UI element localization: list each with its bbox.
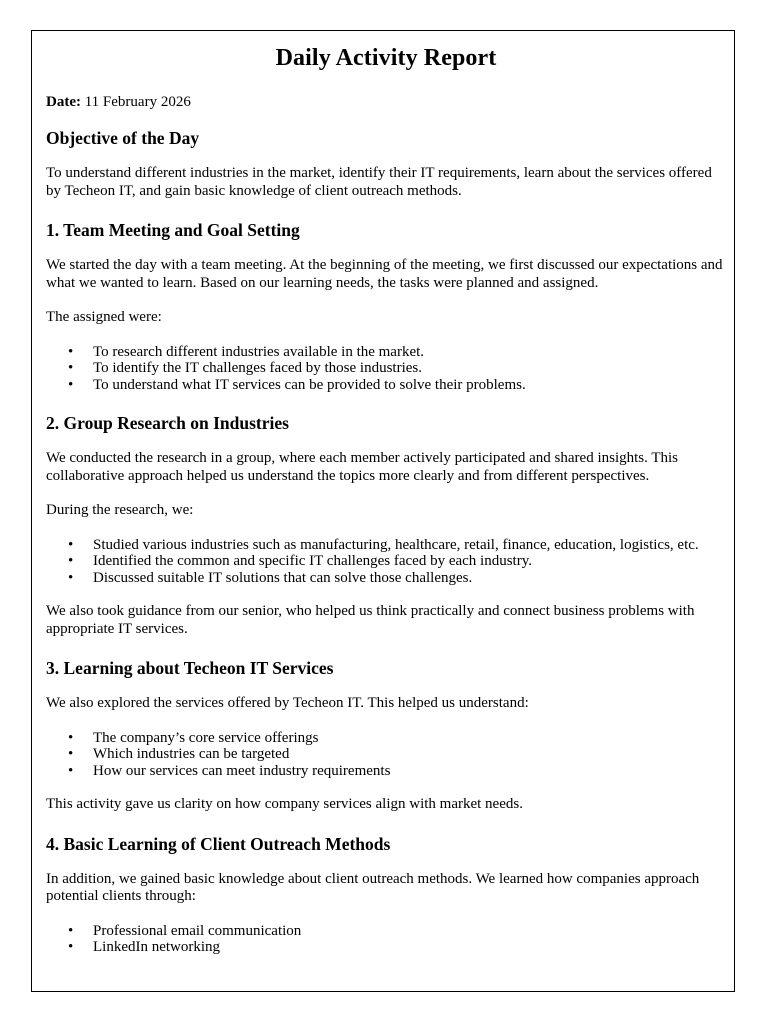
- date-value: 11 February 2026: [84, 94, 191, 110]
- list-item: • To understand what IT services can be provided to solve their problems.: [68, 376, 526, 393]
- bullet-icon: •: [68, 376, 74, 393]
- section-1-paragraph-1: We started the day with a team meeting. At the beginning of the meeting, we first discussed our expectations and what we wanted to learn. Based on our learning needs, the tasks were planned and assigned.: [46, 257, 723, 291]
- list-item: • Professional email communication: [68, 922, 302, 939]
- list-item: • The company’s core service offerings: [68, 729, 319, 746]
- section-3-paragraph-1: We also explored the services offered by Techeon IT. This helped us understand:: [46, 695, 529, 711]
- section-4-heading: 4. Basic Learning of Client Outreach Methods: [46, 833, 391, 854]
- document-body: [46, 44, 726, 956]
- section-2-heading: 2. Group Research on Industries: [46, 413, 289, 433]
- list-item: • Discussed suitable IT solutions that can solve those challenges.: [68, 569, 473, 586]
- section-3-heading: 3. Learning about Techeon IT Services: [46, 658, 334, 678]
- date-line: [46, 94, 726, 111]
- list-item: • How our services can meet industry requirements: [68, 762, 391, 779]
- bullet-icon: •: [68, 746, 74, 762]
- section-2-list: [46, 537, 726, 587]
- list-item: • Which industries can be targeted: [68, 746, 290, 762]
- section-4-list: [46, 923, 726, 956]
- bullet-icon: •: [68, 553, 74, 569]
- section-2-paragraph-2: During the research, we:: [46, 502, 194, 518]
- objective-heading: Objective of the Day: [46, 128, 200, 148]
- section-1-paragraph-2: The assigned were:: [46, 309, 162, 325]
- bullet-icon: •: [68, 360, 74, 376]
- bullet-icon: •: [68, 729, 74, 746]
- document-title: Daily Activity Report: [275, 45, 497, 71]
- section-2-paragraph-3: We also took guidance from our senior, who helped us think practically and connect business problems with appropriate IT services.: [46, 603, 695, 637]
- bullet-icon: •: [68, 939, 74, 955]
- list-item: • To identify the IT challenges faced by those industries.: [68, 360, 422, 376]
- section-3-paragraph-2: This activity gave us clarity on how company services align with market needs.: [46, 796, 523, 812]
- bullet-icon: •: [68, 922, 74, 939]
- bullet-icon: •: [68, 762, 74, 779]
- objective-text: To understand different industries in the market, identify their IT requirements, learn about the services offered by Techeon IT, and gain basic knowledge of client outreach methods.: [46, 165, 712, 199]
- date-label: Date:: [46, 94, 81, 110]
- section-1-list: [46, 344, 726, 394]
- list-item: • LinkedIn networking: [68, 939, 221, 955]
- section-4-paragraph-1: In addition, we gained basic knowledge about client outreach methods. We learned how companies approach potential clients through:: [46, 870, 700, 904]
- list-item: • Identified the common and specific IT challenges faced by each industry.: [68, 553, 532, 569]
- bullet-icon: •: [68, 343, 74, 360]
- bullet-icon: •: [68, 536, 74, 553]
- list-item: • Studied various industries such as manufacturing, healthcare, retail, finance, education, logistics, etc.: [68, 536, 699, 553]
- section-1-heading: 1. Team Meeting and Goal Setting: [46, 220, 300, 240]
- list-item: • To research different industries available in the market.: [68, 343, 425, 360]
- section-2-paragraph-1: We conducted the research in a group, where each member actively participated and shared insights. This collaborative approach helped us understand the topics more clearly and from different perspectives.: [46, 450, 679, 484]
- bullet-icon: •: [68, 569, 74, 586]
- section-3-list: [46, 730, 726, 780]
